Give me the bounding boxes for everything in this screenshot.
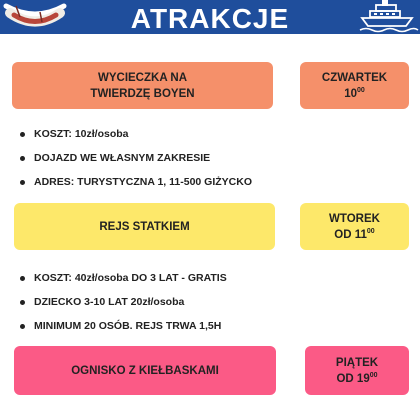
event-name-rejs xyxy=(14,203,275,250)
event-name-line: REJS STATKIEM xyxy=(99,220,190,233)
list-item: DOJAZD WE WŁASNYM ZAKRESIE xyxy=(20,150,252,174)
event-details-boyen xyxy=(20,126,252,198)
list-item: ADRES: TURYSTYCZNA 1, 11-500 GIŻYCKO xyxy=(20,174,252,198)
event-day: CZWARTEK xyxy=(321,71,388,84)
list-item: DZIECKO 3-10 LAT 20zł/osoba xyxy=(20,294,227,318)
event-name-boyen xyxy=(12,62,273,109)
list-item: KOSZT: 10zł/osoba xyxy=(20,126,252,150)
ship-icon xyxy=(356,0,420,34)
event-day: PIĄTEK xyxy=(335,356,379,369)
event-time: OD $19^{00}$ xyxy=(336,371,378,385)
event-time: OD $11^{00}$ xyxy=(334,227,375,241)
event-name-line: OGNISKO Z KIEŁBASKAMI xyxy=(71,364,219,377)
event-time: $10^{00}$ xyxy=(344,86,365,100)
event-name-ognisko xyxy=(14,346,276,395)
list-item: KOSZT: 40zł/osoba DO 3 LAT - GRATIS xyxy=(20,270,227,294)
event-time-rejs xyxy=(300,203,409,250)
event-details-rejs xyxy=(20,270,227,342)
event-name-line: WYCIECZKA NA xyxy=(97,71,187,84)
page-title: ATRAKCJE xyxy=(130,3,290,34)
event-day: WTOREK xyxy=(329,212,380,225)
list-item: MINIMUM 20 OSÓB. REJS TRWA 1,5H xyxy=(20,318,227,342)
event-time-boyen xyxy=(300,62,409,109)
event-time-ognisko xyxy=(305,346,409,395)
event-name-line: TWIERDZĘ BOYEN xyxy=(90,87,195,100)
